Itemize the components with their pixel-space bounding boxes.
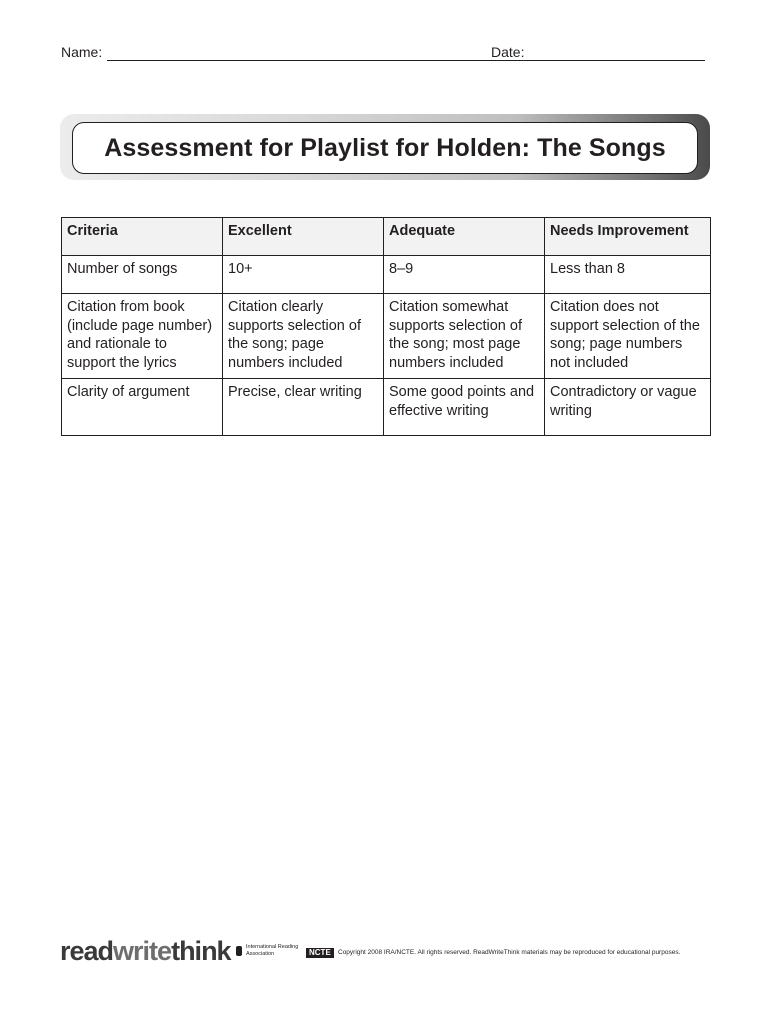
title-box <box>72 122 698 174</box>
table-cell: Citation from book (include page number) and rationale to support the lyrics <box>62 294 223 379</box>
table-cell: 10+ <box>223 256 384 294</box>
page-title: Assessment for Playlist for Holden: The Songs <box>104 133 666 162</box>
ncte-logo: NCTE <box>306 948 334 958</box>
rubric-table <box>61 217 711 436</box>
readwritethink-logo <box>60 936 231 966</box>
table-cell: Less than 8 <box>545 256 711 294</box>
header-adequate: Adequate <box>384 218 545 256</box>
table-row <box>62 256 711 294</box>
logo-write: write <box>113 936 172 966</box>
table-cell: Contradictory or vague writing <box>545 379 711 436</box>
header-excellent: Excellent <box>223 218 384 256</box>
table-row <box>62 294 711 379</box>
table-cell: Citation clearly supports selection of the song; page numbers included <box>223 294 384 379</box>
table-cell: Precise, clear writing <box>223 379 384 436</box>
table-cell: Citation does not support selection of the song; page numbers not included <box>545 294 711 379</box>
table-cell: Clarity of argument <box>62 379 223 436</box>
table-cell: Number of songs <box>62 256 223 294</box>
name-field-line[interactable] <box>107 60 539 61</box>
table-row <box>62 379 711 436</box>
header-needs-improvement: Needs Improvement <box>545 218 711 256</box>
logo-think: think <box>171 936 231 966</box>
table-cell: Some good points and effective writing <box>384 379 545 436</box>
ira-logo-icon <box>236 946 242 956</box>
name-label: Name: <box>61 44 103 60</box>
table-header-row <box>62 218 711 256</box>
footer <box>60 936 710 966</box>
copyright-text: Copyright 2008 IRA/NCTE. All rights reserved. ReadWriteThink materials may be reproduced for educational purposes. <box>338 949 681 956</box>
date-field-line[interactable] <box>531 60 705 61</box>
table-cell: Citation somewhat supports selection of the song; most page numbers included <box>384 294 545 379</box>
logo-read: read <box>60 936 114 966</box>
ira-logo-text: International Reading Association <box>246 944 299 957</box>
table-cell: 8–9 <box>384 256 545 294</box>
date-label: Date: <box>491 44 525 60</box>
header-criteria: Criteria <box>62 218 223 256</box>
name-date-row <box>61 44 705 64</box>
